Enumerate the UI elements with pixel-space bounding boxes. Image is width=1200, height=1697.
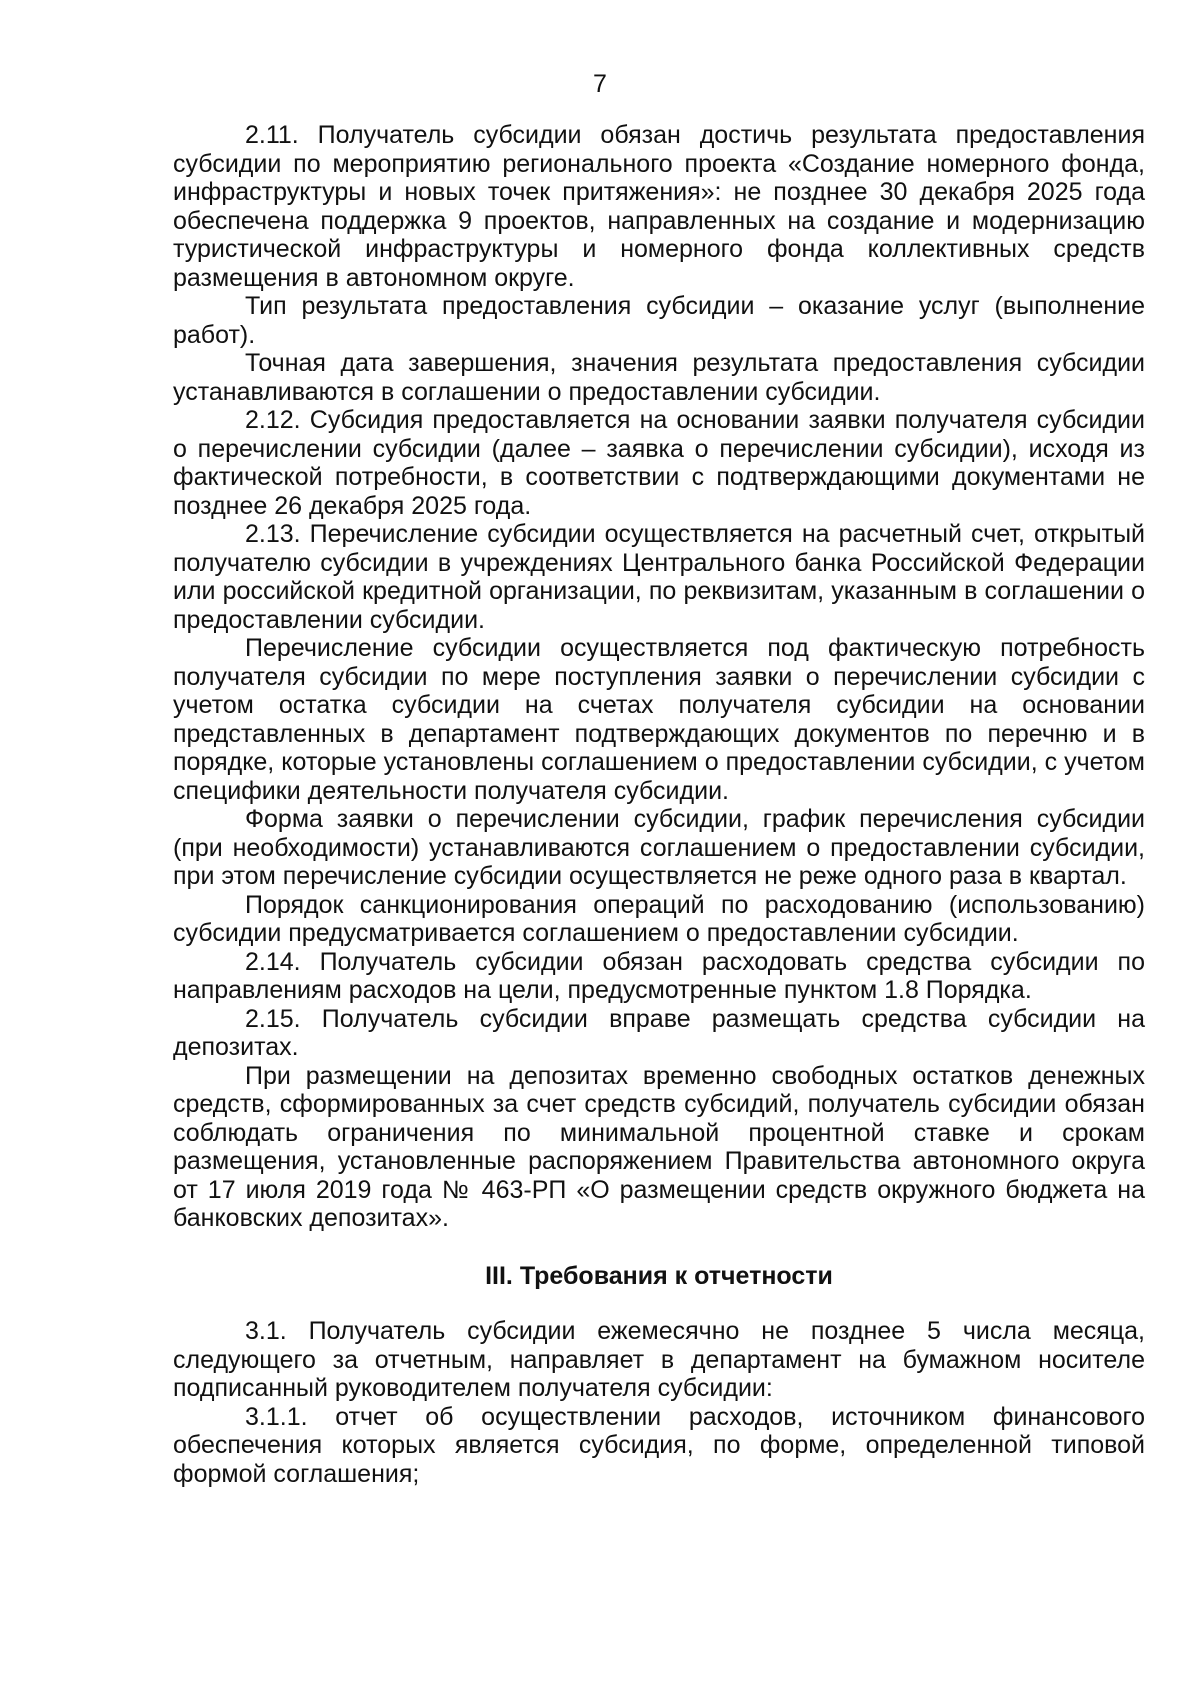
paragraph-2-14: 2.14. Получатель субсидии обязан расходовать средства субсидии по направлениям расходов на цели, предусмотренные пунктом 1.8 Порядка. <box>173 947 1145 1004</box>
paragraph-application-form: Форма заявки о перечислении субсидии, график перечисления субсидии (при необходимости) устанавливаются соглашением о предоставлении субсидии, при этом перечисление субсидии осуществляется не реже одного раза в квартал. <box>173 805 1145 890</box>
paragraph-2-12: 2.12. Субсидия предоставляется на основании заявки получателя субсидии о перечислении субсидии (далее – заявка о перечислении субсидии), исходя из фактической потребности, в соответствии с подтверждающими документами не позднее 26 декабря 2025 года. <box>173 406 1145 520</box>
paragraph-3-1: 3.1. Получатель субсидии ежемесячно не позднее 5 числа месяца, следующего за отчетным, направляет в департамент на бумажном носителе подписанный руководителем получателя субсидии: <box>173 1317 1145 1402</box>
paragraph-2-15: 2.15. Получатель субсидии вправе размещать средства субсидии на депозитах. <box>173 1004 1145 1061</box>
paragraph-deposits: При размещении на депозитах временно свободных остатков денежных средств, сформированных за счет средств субсидий, получатель субсидии обязан соблюдать ограничения по минимальной процентной ставке и срокам размещения, установленные распоряжением Правительства автономного округа от 17 июля 2019 года № 463-РП «О размещении средств окружного бюджета на банковских депозитах». <box>173 1061 1145 1232</box>
paragraph-2-13: 2.13. Перечисление субсидии осуществляется на расчетный счет, открытый получателю субсидии в учреждениях Центрального банка Российской Федерации или российской кредитной организации, по реквизитам, указанным в соглашении о предоставлении субсидии. <box>173 520 1145 634</box>
paragraph-result-type: Тип результата предоставления субсидии – оказание услуг (выполнение работ). <box>173 292 1145 349</box>
section-heading-reporting: III. Требования к отчетности <box>485 1261 833 1290</box>
document-body <box>173 121 1145 1488</box>
paragraph-2-11: 2.11. Получатель субсидии обязан достичь результата предоставления субсидии по мероприятию регионального проекта «Создание номерного фонда, инфраструктуры и новых точек притяжения»: не позднее 30 декабря 2025 года обеспечена поддержка 9 проектов, направленных на создание и модернизацию туристической инфраструктуры и номерного фонда коллективных средств размещения в автономном округе. <box>173 121 1145 292</box>
paragraph-authorization-procedure: Порядок санкционирования операций по расходованию (использованию) субсидии предусматривается соглашением о предоставлении субсидии. <box>173 890 1145 947</box>
paragraph-completion-date: Точная дата завершения, значения результата предоставления субсидии устанавливаются в соглашении о предоставлении субсидии. <box>173 349 1145 406</box>
page-number: 7 <box>593 70 607 98</box>
paragraph-3-1-1: 3.1.1. отчет об осуществлении расходов, источником финансового обеспечения которых является субсидия, по форме, определенной типовой формой соглашения; <box>173 1402 1145 1488</box>
paragraph-transfer-need: Перечисление субсидии осуществляется под фактическую потребность получателя субсидии по мере поступления заявки о перечислении субсидии с учетом остатка субсидии на счетах получателя субсидии на основании представленных в департамент подтверждающих документов по перечню и в порядке, которые установлены соглашением о предоставлении субсидии, с учетом специфики деятельности получателя субсидии. <box>173 634 1145 805</box>
